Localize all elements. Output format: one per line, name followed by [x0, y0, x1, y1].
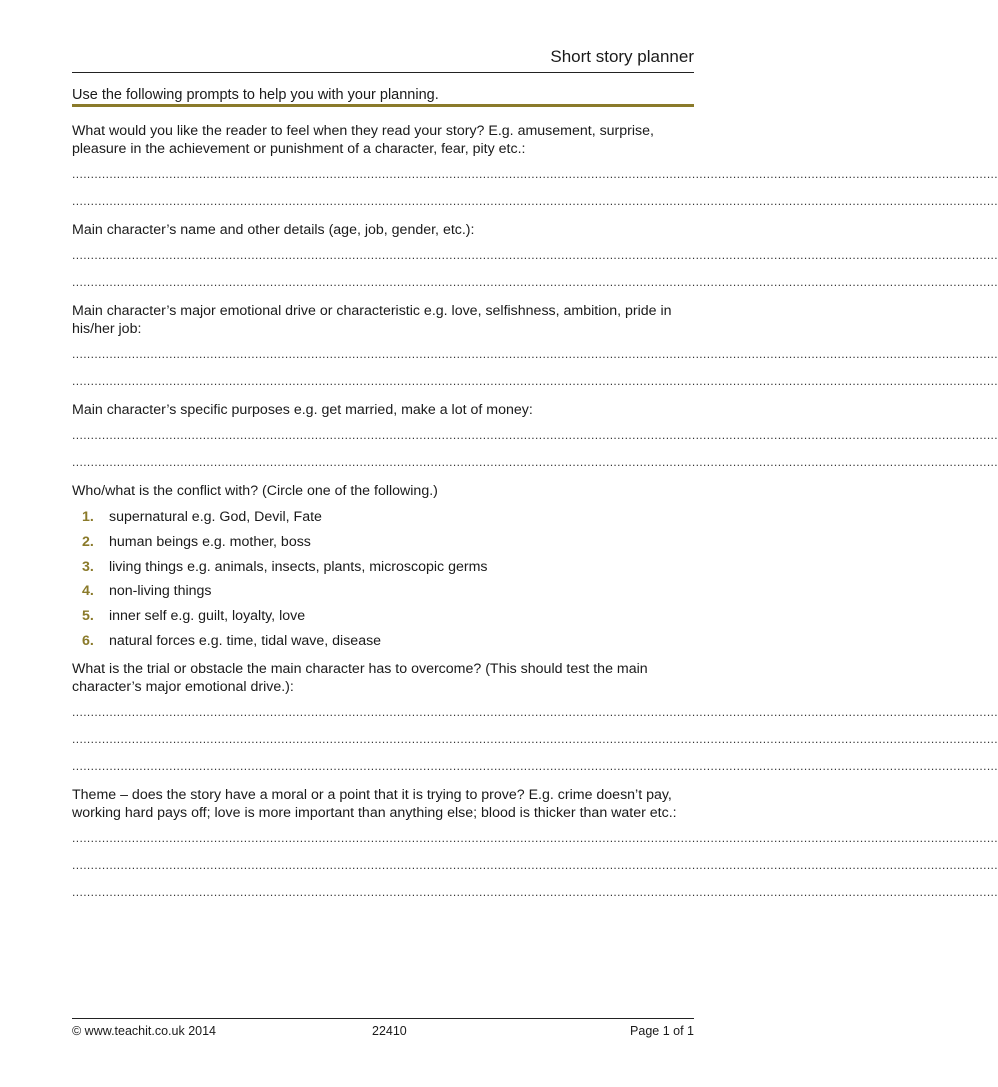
option-text: inner self e.g. guilt, loyalty, love	[109, 608, 306, 625]
prompt-text: What would you like the reader to feel when they read your story? E.g. amusement, surprise, pleasure in the achievement or punishment of a character, fear, pity etc.:	[72, 123, 654, 157]
answer-lines	[72, 167, 998, 208]
intro-divider	[72, 104, 694, 107]
answer-line[interactable]: ........................................................................................................................................................................................................................................................	[72, 428, 998, 442]
answer-line[interactable]: ........................................................................................................................................................................................................................................................	[72, 275, 998, 289]
answer-line[interactable]: ........................................................................................................................................................................................................................................................	[72, 758, 998, 773]
header-divider	[72, 72, 694, 73]
answer-line[interactable]: ........................................................................................................................................................................................................................................................	[72, 704, 998, 719]
answer-line[interactable]: ........................................................................................................................................................................................................................................................	[72, 884, 998, 899]
option-text: living things e.g. animals, insects, plants, microscopic germs	[109, 558, 488, 575]
option-number: 5.	[82, 608, 94, 625]
prompt-text: Main character’s major emotional drive or characteristic e.g. love, selfishness, ambition, pride in his/her job:	[72, 303, 672, 337]
option-text: human beings e.g. mother, boss	[109, 533, 311, 550]
conflict-option[interactable]	[72, 607, 694, 625]
option-number: 2.	[82, 533, 94, 550]
prompt-text: Main character’s specific purposes e.g. get married, make a lot of money:	[72, 402, 533, 418]
answer-lines	[72, 248, 998, 289]
conflict-option[interactable]	[72, 508, 694, 526]
answer-lines	[72, 347, 998, 388]
answer-line[interactable]: ........................................................................................................................................................................................................................................................	[72, 455, 998, 469]
option-text: natural forces e.g. time, tidal wave, disease	[109, 632, 382, 649]
worksheet-page	[72, 0, 998, 1087]
answer-line[interactable]: ........................................................................................................................................................................................................................................................	[72, 830, 998, 845]
footer-copyright: © www.teachit.co.uk 2014	[72, 1024, 217, 1038]
prompt-text: Main character’s name and other details (age, job, gender, etc.):	[72, 222, 475, 238]
answer-line[interactable]: ........................................................................................................................................................................................................................................................	[72, 857, 998, 872]
conflict-option[interactable]	[72, 558, 694, 576]
answer-lines	[72, 830, 998, 899]
prompt-section	[72, 302, 998, 388]
answer-line[interactable]: ........................................................................................................................................................................................................................................................	[72, 167, 998, 181]
prompt-section	[72, 122, 998, 208]
option-number: 1.	[82, 509, 94, 525]
conflict-option[interactable]	[72, 632, 694, 650]
option-text: supernatural e.g. God, Devil, Fate	[109, 509, 322, 525]
answer-line[interactable]: ........................................................................................................................................................................................................................................................	[72, 347, 998, 361]
option-number: 3.	[82, 558, 94, 575]
conflict-options-list	[72, 508, 694, 650]
page-title: Short story planner	[550, 47, 694, 66]
answer-line[interactable]: ........................................................................................................................................................................................................................................................	[72, 248, 998, 262]
prompt-section	[72, 221, 998, 289]
prompt-text: What is the trial or obstacle the main character has to overcome? (This should test the main character’s major emotional drive.):	[72, 660, 648, 695]
prompts-content	[72, 122, 998, 912]
option-text: non-living things	[109, 583, 212, 600]
answer-line[interactable]: ........................................................................................................................................................................................................................................................	[72, 194, 998, 208]
prompt-text: Theme – does the story have a moral or a point that it is trying to prove? E.g. crime doesn’t pay, working hard pays off; love is more important than anything else; blood is thicker than water etc.:	[72, 786, 677, 821]
conflict-option[interactable]	[72, 582, 694, 600]
answer-lines	[72, 428, 998, 469]
conflict-option[interactable]	[72, 533, 694, 551]
option-number: 4.	[82, 583, 94, 600]
option-number: 6.	[82, 632, 94, 649]
footer-code: 22410	[372, 1024, 407, 1038]
conflict-prompt: Who/what is the conflict with? (Circle one of the following.)	[72, 483, 438, 499]
prompt-section	[72, 660, 998, 773]
intro-text: Use the following prompts to help you with your planning.	[72, 87, 439, 103]
footer-page-number: Page 1 of 1	[630, 1024, 694, 1038]
footer-divider	[72, 1018, 694, 1019]
answer-line[interactable]: ........................................................................................................................................................................................................................................................	[72, 374, 998, 388]
prompt-section	[72, 401, 998, 469]
conflict-section	[72, 482, 694, 650]
answer-lines	[72, 704, 998, 773]
prompt-section	[72, 786, 998, 899]
answer-line[interactable]: ........................................................................................................................................................................................................................................................	[72, 731, 998, 746]
